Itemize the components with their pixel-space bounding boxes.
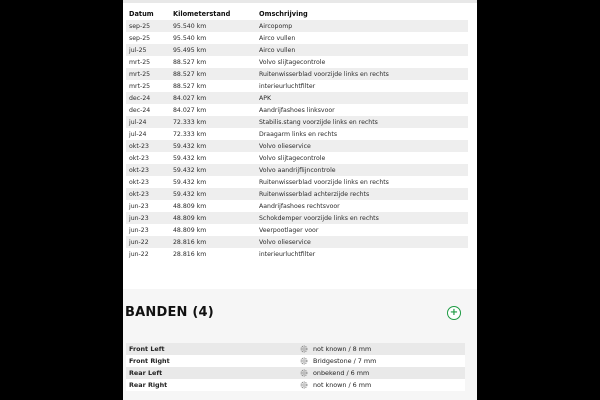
row-description: Volvo slijtagecontrole	[259, 58, 326, 66]
row-mileage: 59.432 km	[173, 178, 207, 186]
tire-brand-depth: onbekend / 6 mm	[313, 369, 370, 377]
row-description: Volvo aandrijflijncontrole	[259, 166, 336, 174]
table-row	[126, 176, 468, 188]
table-row	[126, 224, 468, 236]
table-row	[126, 140, 468, 152]
row-description: Volvo olieservice	[259, 142, 311, 150]
tire-row	[126, 379, 465, 391]
row-description: Draagarm links en rechts	[259, 130, 338, 138]
tire-position: Rear Left	[129, 369, 163, 377]
row-description: APK	[259, 94, 272, 102]
row-description: Veerpootlager voor	[259, 226, 319, 234]
table-row	[126, 92, 468, 104]
maintenance-history-table	[126, 8, 468, 260]
tire-icon	[295, 369, 313, 377]
table-row	[126, 32, 468, 44]
row-description: interieurluchtfilter	[259, 82, 316, 90]
header-description: Omschrijving	[259, 10, 308, 18]
row-mileage: 88.527 km	[173, 82, 207, 90]
row-description: Airco vullen	[259, 46, 296, 54]
row-date: jun-23	[129, 202, 149, 210]
row-mileage: 84.027 km	[173, 94, 207, 102]
row-mileage: 48.809 km	[173, 214, 207, 222]
row-description: Stabilis.stang voorzijde links en rechts	[259, 118, 378, 126]
table-row	[126, 68, 468, 80]
row-description: interieurluchtfilter	[259, 250, 316, 258]
row-date: jun-22	[129, 238, 149, 246]
row-mileage: 59.432 km	[173, 154, 207, 162]
row-mileage: 59.432 km	[173, 142, 207, 150]
row-description: Schokdemper voorzijde links en rechts	[259, 214, 379, 222]
row-date: dec-24	[129, 106, 151, 114]
row-date: okt-23	[129, 190, 149, 198]
table-row	[126, 20, 468, 32]
table-row	[126, 212, 468, 224]
row-description: Volvo olieservice	[259, 238, 311, 246]
row-description: Ruitenwisserblad voorzijde links en rechts	[259, 70, 389, 78]
row-description: Volvo slijtagecontrole	[259, 154, 326, 162]
row-mileage: 84.027 km	[173, 106, 207, 114]
add-tire-button[interactable]	[447, 306, 461, 320]
row-date: jul-24	[129, 130, 147, 138]
table-row	[126, 164, 468, 176]
row-mileage: 95.495 km	[173, 46, 207, 54]
row-date: okt-23	[129, 178, 149, 186]
row-description: Ruitenwisserblad voorzijde links en rechts	[259, 178, 389, 186]
row-mileage: 59.432 km	[173, 166, 207, 174]
header-date: Datum	[129, 10, 154, 18]
row-date: okt-23	[129, 166, 149, 174]
row-mileage: 72.333 km	[173, 130, 207, 138]
row-description: Aircopomp	[259, 22, 293, 30]
tire-icon	[295, 381, 313, 389]
tire-position: Rear Right	[129, 381, 168, 389]
tire-position: Front Left	[129, 345, 165, 353]
table-row	[126, 188, 468, 200]
table-row	[126, 128, 468, 140]
row-mileage: 88.527 km	[173, 58, 207, 66]
row-date: jul-25	[129, 46, 147, 54]
tire-icon	[295, 345, 313, 353]
row-date: mrt-25	[129, 58, 151, 66]
row-mileage: 28.816 km	[173, 250, 207, 258]
row-date: sep-25	[129, 22, 151, 30]
header-mileage: Kilometerstand	[173, 10, 231, 18]
table-row	[126, 152, 468, 164]
row-description: Aandrijfashoes linksvoor	[259, 106, 335, 114]
table-row	[126, 44, 468, 56]
table-header-row	[126, 8, 468, 20]
tire-row	[126, 355, 465, 367]
row-date: sep-25	[129, 34, 151, 42]
row-mileage: 48.809 km	[173, 202, 207, 210]
table-row	[126, 200, 468, 212]
row-date: jul-24	[129, 118, 147, 126]
table-row	[126, 104, 468, 116]
tire-icon	[295, 357, 313, 365]
row-mileage: 59.432 km	[173, 190, 207, 198]
row-description: Ruitenwisserblad achterzijde rechts	[259, 190, 370, 198]
row-mileage: 95.540 km	[173, 22, 207, 30]
row-mileage: 72.333 km	[173, 118, 207, 126]
tire-brand-depth: not known / 6 mm	[313, 381, 372, 389]
row-mileage: 88.527 km	[173, 70, 207, 78]
tire-position: Front Right	[129, 357, 170, 365]
tire-row	[126, 343, 465, 355]
tires-table	[126, 343, 465, 391]
row-date: dec-24	[129, 94, 151, 102]
row-date: okt-23	[129, 154, 149, 162]
tire-brand-depth: Bridgestone / 7 mm	[313, 357, 377, 365]
row-date: jun-22	[129, 250, 149, 258]
plus-circle-icon: +	[449, 307, 459, 318]
table-row	[126, 116, 468, 128]
row-mileage: 28.816 km	[173, 238, 207, 246]
row-date: jun-23	[129, 214, 149, 222]
tires-section-title: BANDEN (4)	[125, 305, 214, 320]
row-date: mrt-25	[129, 70, 151, 78]
row-description: Airco vullen	[259, 34, 296, 42]
table-row	[126, 248, 468, 260]
row-description: Aandrijfashoes rechtsvoor	[259, 202, 340, 210]
maintenance-rows	[126, 20, 468, 260]
tire-row	[126, 367, 465, 379]
table-row	[126, 236, 468, 248]
tire-brand-depth: not known / 8 mm	[313, 345, 372, 353]
row-date: jun-23	[129, 226, 149, 234]
table-row	[126, 56, 468, 68]
header-divider	[123, 0, 477, 3]
row-mileage: 95.540 km	[173, 34, 207, 42]
vehicle-report-page	[123, 0, 477, 400]
row-date: mrt-25	[129, 82, 151, 90]
table-row	[126, 80, 468, 92]
row-mileage: 48.809 km	[173, 226, 207, 234]
row-date: okt-23	[129, 142, 149, 150]
